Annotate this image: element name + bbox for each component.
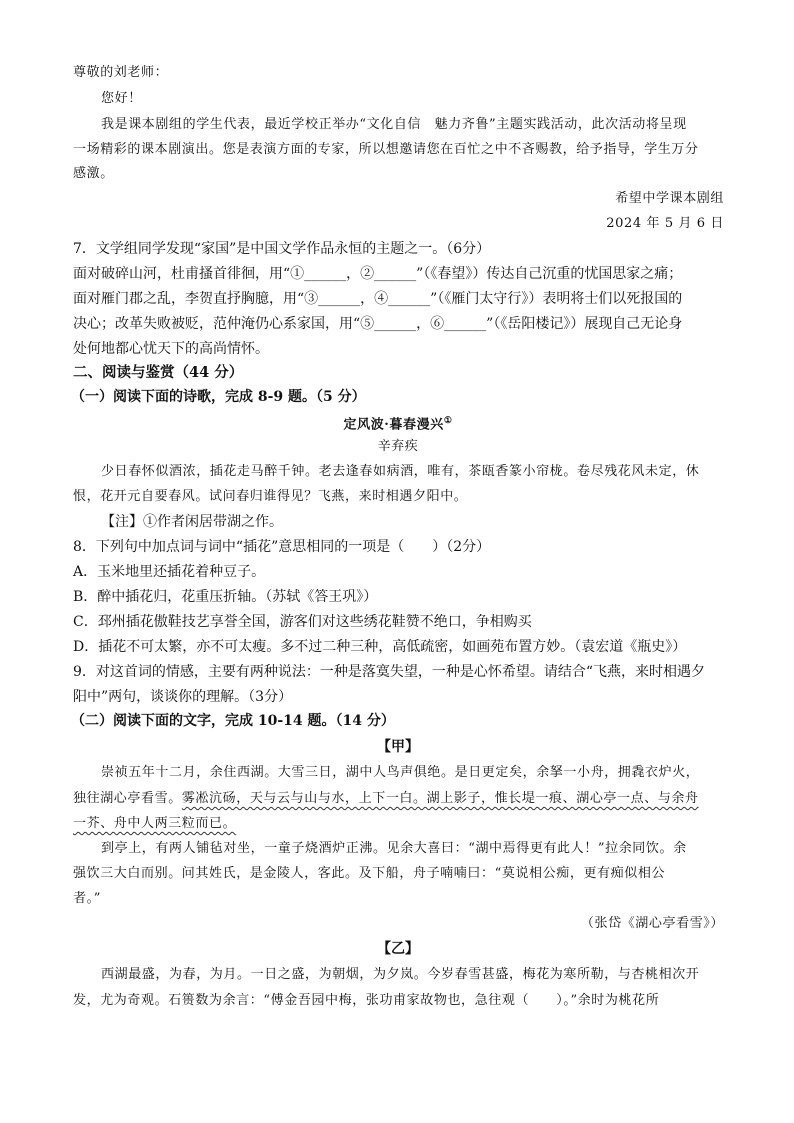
letter-salutation: 尊敬的刘老师： — [73, 65, 169, 80]
question-7-line: 处何地都心忧天下的高尚情怀。 — [73, 341, 269, 357]
passage-jia-line — [73, 789, 723, 809]
letter-date: 2024 年 5 月 6 日 — [606, 216, 724, 231]
passage-jia-line: 到亭上，有两人铺毡对坐，一童子烧酒炉正沸。见余大喜曰：“湖中焉得更有此人！”拉余同饮。余 — [101, 841, 687, 856]
poem-title-text: 定风波·暮春漫兴 — [343, 417, 444, 433]
passage-jia-source: （张岱《湖心亭看雪》） — [580, 916, 724, 931]
question-8-stem: 8．下列句中加点词与词中“插花”意思相同的一项是（ ）（2分） — [73, 539, 491, 555]
section-2-title: 二、阅读与鉴赏（44 分） — [73, 364, 244, 381]
question-8-option-a: A．玉米地里还插花着种豆子。 — [73, 564, 266, 580]
passage-jia-line: 强饮三大白而别。问其姓氏，是金陵人，客此。及下船，舟子喃喃曰：“莫说相公痴，更有痴似相公 — [73, 866, 666, 881]
question-8-option-b: B．醉中插花归，花重压折轴。（苏轼《答王巩》） — [73, 589, 378, 605]
passage-jia-line: 崇祯五年十二月，余住西湖。大雪三日，湖中人鸟声俱绝。是日更定矣，余拏一小舟，拥毳衣炉火， — [101, 765, 700, 780]
part-1-title: （一）阅读下面的诗歌，完成 8-9 题。（5 分） — [71, 389, 366, 405]
question-7-stem: 7．文学组同学发现“家国”是中国文学作品永恒的主题之一。（6分） — [73, 241, 491, 257]
question-9-line: 阳中”两句，谈谈你的理解。（3分） — [73, 689, 293, 705]
letter-signature: 希望中学课本剧组 — [615, 191, 724, 206]
question-7-line: 决心；改革失败被贬，范仲淹仍心系家国，用“⑤______，⑥______”（《岳阳楼记》）展现自己无论身 — [73, 316, 683, 332]
question-7-line: 面对雁门郡之乱，李贺直抒胸臆，用“③______，④______”（《雁门太守行》）表明将士们以死报国的 — [73, 291, 683, 307]
letter-body-line: 我是课本剧组的学生代表，最近学校正举办“文化自信 魅力齐鲁”主题实践活动，此次活动将呈现 — [101, 117, 687, 132]
poem-line: 恨，花开元自要春风。试问春归谁得见？飞燕，来时相遇夕阳中。 — [73, 489, 468, 504]
passage-yi-title: 【乙】 — [377, 941, 419, 957]
letter-greeting: 您好！ — [101, 91, 142, 106]
passage-jia-title: 【甲】 — [377, 739, 419, 755]
question-8-option-d: D．插花不可太繁，亦不可太瘦。多不过二种三种，高低疏密，如画苑布置方妙。（袁宏道《瓶史》） — [73, 639, 687, 655]
question-8-option-c: C．邳州插花傲鞋技艺享誉全国，游客们对这些绣花鞋赞不绝口，争相购买 — [73, 614, 532, 630]
passage-yi-line: 发，尤为奇观。石篑数为余言：“傅金吾园中梅，张功甫家故物也，急往观（ ）。”余时为桃花所 — [73, 993, 660, 1008]
poem-title — [73, 411, 723, 435]
letter-body-line: 感激。 — [73, 166, 114, 181]
letter-body-line: 一场精彩的课本剧演出。您是表演方面的专家，所以想邀请您在百忙之中不吝赐教，给予指导，学生万分 — [73, 142, 699, 157]
passage-jia-text: 独往湖心亭看雪。 — [73, 791, 182, 806]
part-2-title: （二）阅读下面的文字，完成 10-14 题。（14 分） — [71, 713, 395, 729]
passage-yi-line: 西湖最盛，为春，为月。一日之盛，为朝烟，为夕岚。今岁春雪甚盛，梅花为寒所勒，与杏桃相次开 — [101, 967, 700, 982]
poem-note-mark: ① — [443, 416, 453, 426]
wavy-underlined-text: 一芥、舟中人两三粒而已。 — [73, 816, 237, 831]
question-7-line: 面对破碎山河，杜甫搔首徘徊，用“①______，②______”（《春望》）传达自己沉重的忧国思家之痛； — [73, 266, 683, 282]
passage-jia-line — [73, 814, 723, 834]
wavy-underlined-text: 雾凇沆砀，天与云与山与水，上下一白。湖上影子，惟长堤一痕、湖心亭一点、与余舟 — [181, 791, 699, 806]
poem-note: 【注】①作者闲居带湖之作。 — [101, 514, 283, 530]
question-9-stem: 9．对这首词的情感，主要有两种说法：一种是落寞失望，一种是心怀希望。请结合“飞燕，来时相遇夕 — [73, 664, 706, 680]
poem-line: 少日春怀似酒浓，插花走马醉千钟。老去逢春如病酒，唯有，茶瓯香篆小帘栊。卷尽残花风未定，休 — [101, 464, 700, 479]
poem-author: 辛弃疾 — [377, 439, 419, 454]
passage-jia-line: 者。” — [73, 891, 101, 906]
